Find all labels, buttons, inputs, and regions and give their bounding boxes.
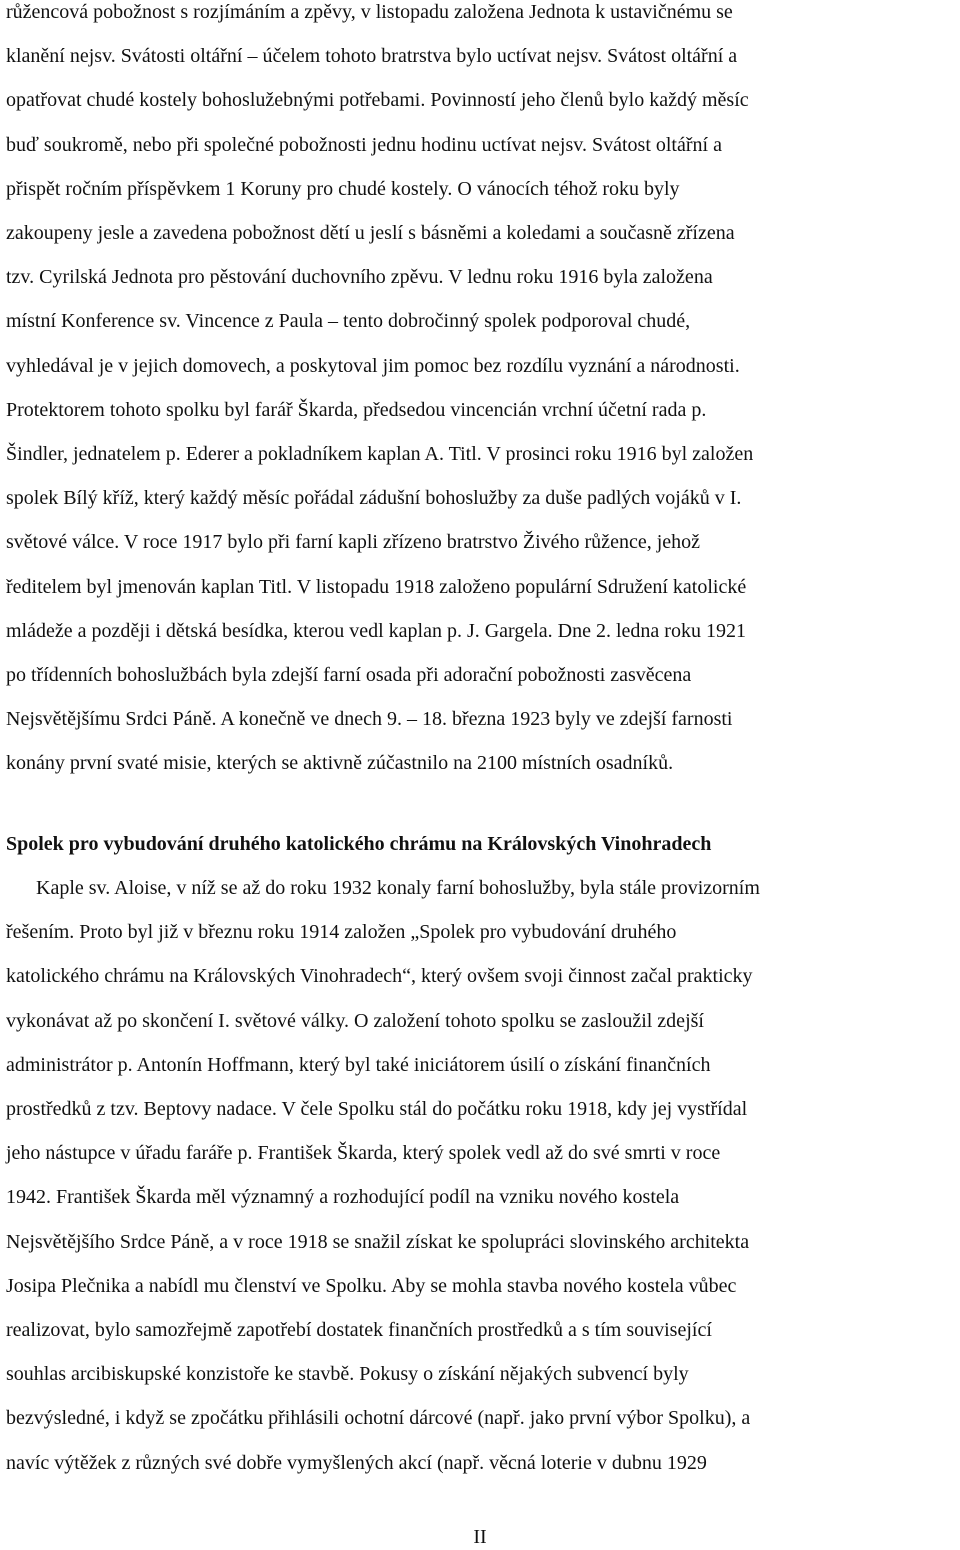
text-line: souhlas arcibiskupské konzistoře ke stavbě. Pokusy o získání nějakých subvencí byly: [6, 1363, 689, 1386]
text-line: jeho nástupce v úřadu faráře p. František Škarda, který spolek vedl až do své smrti v roce: [6, 1142, 721, 1165]
text-line: bezvýsledné, i když se zpočátku přihlásili ochotní dárcové (např. jako první výbor Spolku), a: [6, 1407, 751, 1430]
text-line: Kaple sv. Aloise, v níž se až do roku 1932 konaly farní bohoslužby, byla stále provizorním: [36, 877, 760, 899]
text-line: místní Konference sv. Vincence z Paula – tento dobročinný spolek podporoval chudé,: [6, 310, 691, 333]
text-line: konány první svaté misie, kterých se aktivně zúčastnilo na 2100 místních osadníků.: [6, 752, 674, 775]
text-line: řešením. Proto byl již v březnu roku 1914 založen „Spolek pro vybudování druhého: [6, 921, 677, 944]
section-heading: Spolek pro vybudování druhého katolického chrámu na Královských Vinohradech: [6, 833, 712, 855]
text-line: vykonávat až po skončení I. světové války. O založení tohoto spolku se zasloužil zdejší: [6, 1009, 704, 1032]
text-line: mládeže a později i dětská besídka, kterou vedl kaplan p. J. Gargela. Dne 2. ledna roku 1921: [6, 619, 746, 642]
text-line: Nejsvětějšímu Srdci Páně. A konečně ve dnech 9. – 18. března 1923 byly ve zdejší farnosti: [6, 708, 733, 731]
text-line: 1942. František Škarda měl významný a rozhodující podíl na vzniku nového kostela: [6, 1186, 680, 1209]
text-line: po třídenních bohoslužbách byla zdejší farní osada při adorační pobožnosti zasvěcena: [6, 664, 692, 686]
text-line: přispět ročním příspěvkem 1 Koruny pro chudé kostely. O vánocích téhož roku byly: [6, 177, 680, 200]
text-line: růžencová pobožnost s rozjímáním a zpěvy, v listopadu založena Jednota k ustavičnému se: [6, 1, 733, 23]
text-line: vyhledával je v jejich domovech, a poskytoval jim pomoc bez rozdílu vyznání a národnosti.: [6, 354, 740, 377]
text-line: klanění nejsv. Svátosti oltářní – účelem tohoto bratrstva bylo uctívat nejsv. Svátost oltářní a: [6, 45, 738, 68]
text-line: Josipa Plečnika a nabídl mu členství ve Spolku. Aby se mohla stavba nového kostela vůbec: [6, 1274, 737, 1297]
text-line: navíc výtěžek z různých své dobře vymyšlených akcí (např. věcná loterie v dubnu 1929: [6, 1451, 707, 1474]
text-line: katolického chrámu na Královských Vinohradech“, který ovšem svoji činnost začal prakticky: [6, 965, 753, 988]
text-line: Šindler, jednatelem p. Ederer a pokladníkem kaplan A. Titl. V prosinci roku 1916 byl založen: [6, 443, 754, 465]
page-number: II: [473, 1526, 487, 1548]
text-line: administrátor p. Antonín Hoffmann, který byl také iniciátorem úsilí o získání finančních: [6, 1053, 711, 1076]
text-line: opatřovat chudé kostely bohoslužebnými potřebami. Povinností jeho členů bylo každý měsíc: [6, 89, 749, 112]
text-line: prostředků z tzv. Beptovy nadace. V čele Spolku stál do počátku roku 1918, kdy jej vystřídal: [6, 1098, 748, 1120]
text-line: spolek Bílý kříž, který každý měsíc pořádal zádušní bohoslužby za duše padlých vojáků v I.: [6, 487, 742, 510]
text-line: tzv. Cyrilská Jednota pro pěstování duchovního zpěvu. V lednu roku 1916 byla založena: [6, 266, 713, 289]
text-line: buď soukromě, nebo při společné pobožnosti jednu hodinu uctívat nejsv. Svátost oltářní a: [6, 133, 722, 156]
text-line: Protektorem tohoto spolku byl farář Škarda, předsedou vincencián vrchní účetní rada p.: [6, 398, 707, 421]
text-line: světové válce. V roce 1917 bylo při farní kapli zřízeno bratrstvo Živého růžence, jehož: [6, 531, 701, 554]
text-line: realizovat, bylo samozřejmě zapotřebí dostatek finančních prostředků a s tím související: [6, 1319, 712, 1341]
text-line: ředitelem byl jmenován kaplan Titl. V listopadu 1918 založeno populární Sdružení katolické: [6, 575, 747, 598]
text-line: Nejsvětějšího Srdce Páně, a v roce 1918 se snažil získat ke spolupráci slovinského architekta: [6, 1230, 750, 1253]
text-line: zakoupeny jesle a zavedena pobožnost dětí u jeslí s básněmi a koledami a současně zřízena: [6, 222, 735, 244]
